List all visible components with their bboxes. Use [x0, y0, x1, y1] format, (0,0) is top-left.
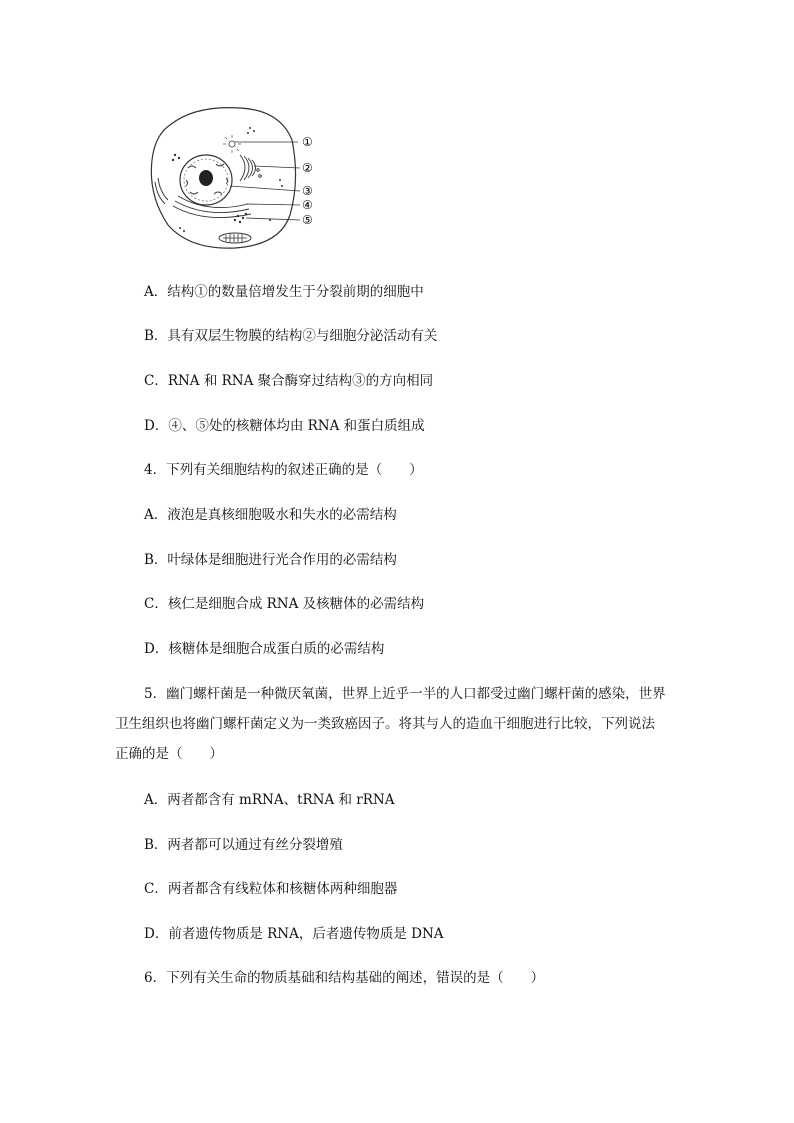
q5-option-a: A．两者都含有 mRNA、tRNA 和 rRNA — [144, 792, 395, 808]
nucleolus — [199, 170, 213, 186]
q4-option-a: A．液泡是真核细胞吸水和失水的必需结构 — [144, 507, 397, 523]
q4-option-d: D．核糖体是细胞合成蛋白质的必需结构 — [144, 641, 385, 657]
label-2: ② — [302, 161, 313, 175]
label-1: ① — [302, 135, 313, 149]
cell-membrane — [151, 108, 295, 249]
q5-stem-line-2: 卫生组织也将幽门螺杆菌定义为一类致癌因子。将其与人的造血干细胞进行比较，下列说法 — [115, 716, 655, 732]
mitochondrion — [219, 233, 251, 243]
q4-stem: 4．下列有关细胞结构的叙述正确的是（ ） — [144, 462, 423, 478]
q5-option-c: C．两者都含有线粒体和核糖体两种细胞器 — [144, 881, 398, 897]
q3-option-a: A．结构①的数量倍增发生于分裂前期的细胞中 — [144, 284, 424, 300]
q3-option-c: C．RNA 和 RNA 聚合酶穿过结构③的方向相同 — [144, 373, 434, 389]
label-4: ④ — [302, 198, 313, 212]
q5-option-b: B．两者都可以通过有丝分裂增殖 — [144, 837, 343, 853]
q4-option-b: B．叶绿体是细胞进行光合作用的必需结构 — [144, 552, 397, 568]
label-5: ⑤ — [302, 213, 313, 227]
q3-option-d: D．④、⑤处的核糖体均由 RNA 和蛋白质组成 — [144, 418, 425, 434]
q6-stem: 6．下列有关生命的物质基础和结构基础的阐述，错误的是（ ） — [144, 970, 545, 986]
golgi-apparatus — [240, 155, 261, 181]
q4-option-c: C．核仁是细胞合成 RNA 及核糖体的必需结构 — [144, 596, 425, 612]
cell-diagram — [140, 100, 330, 260]
q3-option-b: B．具有双层生物膜的结构②与细胞分泌活动有关 — [144, 328, 438, 344]
q5-option-d: D．前者遗传物质是 RNA，后者遗传物质是 DNA — [144, 926, 444, 942]
label-3: ③ — [302, 184, 313, 198]
q5-stem-line-3: 正确的是（ ） — [115, 746, 223, 762]
q5-stem-line-1: 5．幽门螺杆菌是一种微厌氧菌，世界上近乎一半的人口都受过幽门螺杆菌的感染，世界 — [144, 686, 666, 702]
centrosome — [223, 135, 241, 153]
